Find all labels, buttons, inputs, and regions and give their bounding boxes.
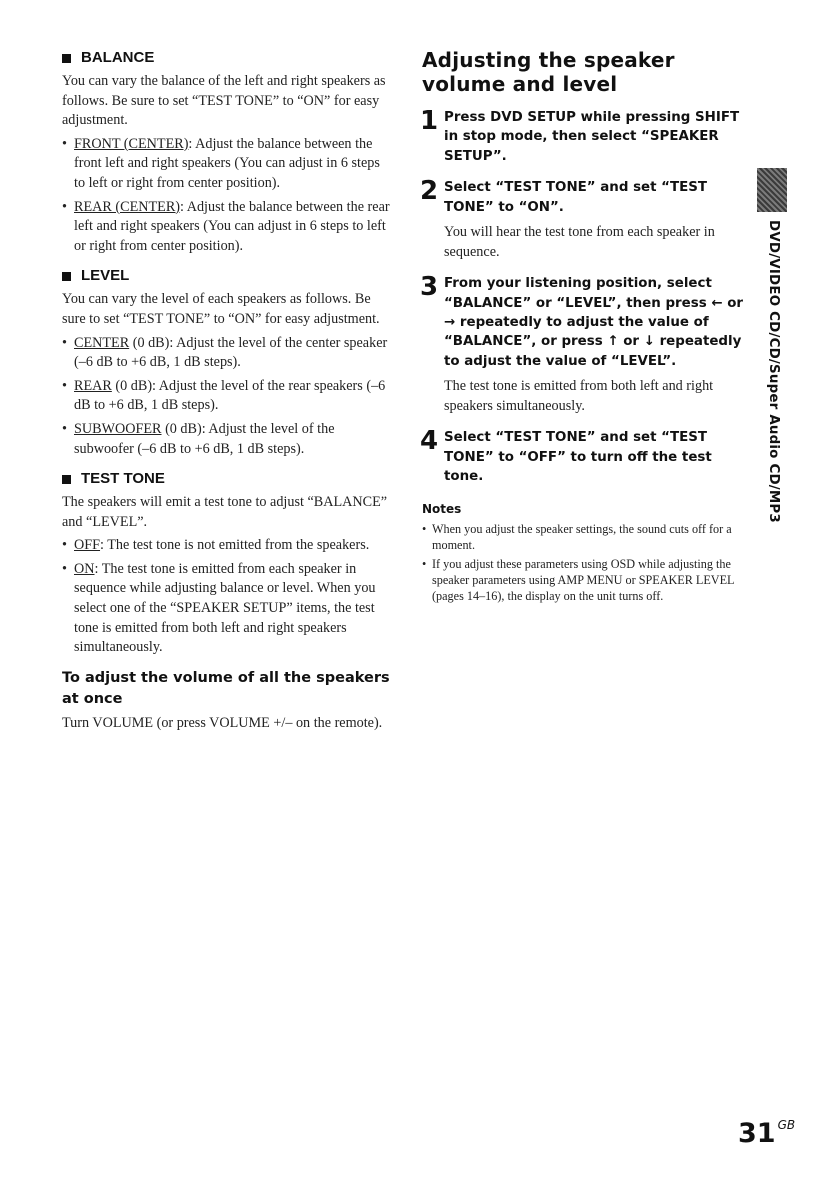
notes-heading: Notes (422, 501, 462, 516)
section-tab-marker (757, 168, 787, 212)
step-3 (422, 274, 752, 416)
page-number-value: 31 (738, 1118, 776, 1149)
step-note: The test tone is emitted from both left and right speakers simultaneously. (444, 378, 714, 414)
list-item: • ON: The test tone is emitted from each speaker in sequence while adjusting balance or level. When you select one of the “SPEAKER SETUP” items, the test tone is emitted from both left and right speakers simultaneously. (62, 560, 392, 658)
level-list (62, 334, 392, 460)
step-note: You will hear the test tone from each speaker in sequence. (444, 224, 715, 260)
test-tone-list (62, 536, 392, 658)
level-heading: LEVEL (62, 266, 392, 286)
step-number: 1 (420, 106, 439, 136)
list-item: • REAR (CENTER): Adjust the balance between the rear left and right speakers (You can adjust in 6 steps to left or right from center position). (62, 198, 392, 257)
note-item: • If you adjust these parameters using OSD while adjusting the speaker parameters using AMP MENU or SPEAKER LEVEL (pages 14–16), the display on the unit turns off. (422, 556, 752, 604)
list-item: • OFF: The test tone is not emitted from the speakers. (62, 536, 392, 556)
step-1 (422, 108, 752, 166)
list-item: • CENTER (0 dB): Adjust the level of the center speaker (–6 dB to +6 dB, 1 dB steps). (62, 334, 392, 373)
note-item: • When you adjust the speaker settings, the sound cuts off for a moment. (422, 521, 752, 553)
test-tone-intro: The speakers will emit a test tone to adjust “BALANCE” and “LEVEL”. (62, 494, 388, 530)
all-speakers-heading: To adjust the volume of all the speakers at once (62, 669, 390, 707)
step-instruction: From your listening position, select “BALANCE” or “LEVEL”, then press ← or → repeatedly to adjust the value of “BALANCE”, or press ↑ or ↓ repeatedly to adjust the value of “LEVEL”. (444, 276, 744, 369)
step-number: 3 (420, 272, 439, 303)
right-column (422, 48, 752, 607)
square-bullet-icon (62, 272, 71, 281)
page-number-suffix: GB (777, 1118, 796, 1132)
test-tone-heading: TEST TONE (62, 469, 392, 489)
list-item: • REAR (0 dB): Adjust the level of the rear speakers (–6 dB to +6 dB, 1 dB steps). (62, 377, 392, 416)
balance-list (62, 135, 392, 257)
page-number (738, 1120, 795, 1148)
left-column (62, 48, 392, 733)
step-instruction: Press DVD SETUP while pressing SHIFT in stop mode, then select “SPEAKER SETUP”. (444, 110, 740, 164)
balance-intro: You can vary the balance of the left and right speakers as follows. Be sure to set “TEST TONE” to “ON” for easy adjustment. (62, 73, 386, 129)
square-bullet-icon (62, 54, 71, 63)
balance-heading: BALANCE (62, 48, 392, 68)
step-number: 4 (420, 426, 439, 457)
list-item: • SUBWOOFER (0 dB): Adjust the level of the subwoofer (–6 dB to +6 dB, 1 dB steps). (62, 420, 392, 459)
all-speakers-text: Turn VOLUME (or press VOLUME +/– on the remote). (62, 714, 383, 731)
level-intro: You can vary the level of each speakers as follows. Be sure to set “TEST TONE” to “ON” for easy adjustment. (62, 291, 380, 327)
step-number: 2 (420, 176, 439, 207)
step-2 (422, 178, 752, 262)
side-section-label: DVD/VIDEO CD/CD/Super Audio CD/MP3 (766, 220, 781, 523)
square-bullet-icon (62, 475, 71, 484)
step-4 (422, 428, 752, 486)
step-instruction: Select “TEST TONE” and set “TEST TONE” to “ON”. (444, 180, 708, 215)
step-instruction: Select “TEST TONE” and set “TEST TONE” to “OFF” to turn off the test tone. (444, 430, 712, 485)
notes-list (422, 521, 752, 604)
list-item: • FRONT (CENTER): Adjust the balance between the front left and right speakers (You can adjust in 6 steps to left or right from center position). (62, 135, 392, 194)
page-title: Adjusting the speaker volume and level (422, 48, 675, 96)
